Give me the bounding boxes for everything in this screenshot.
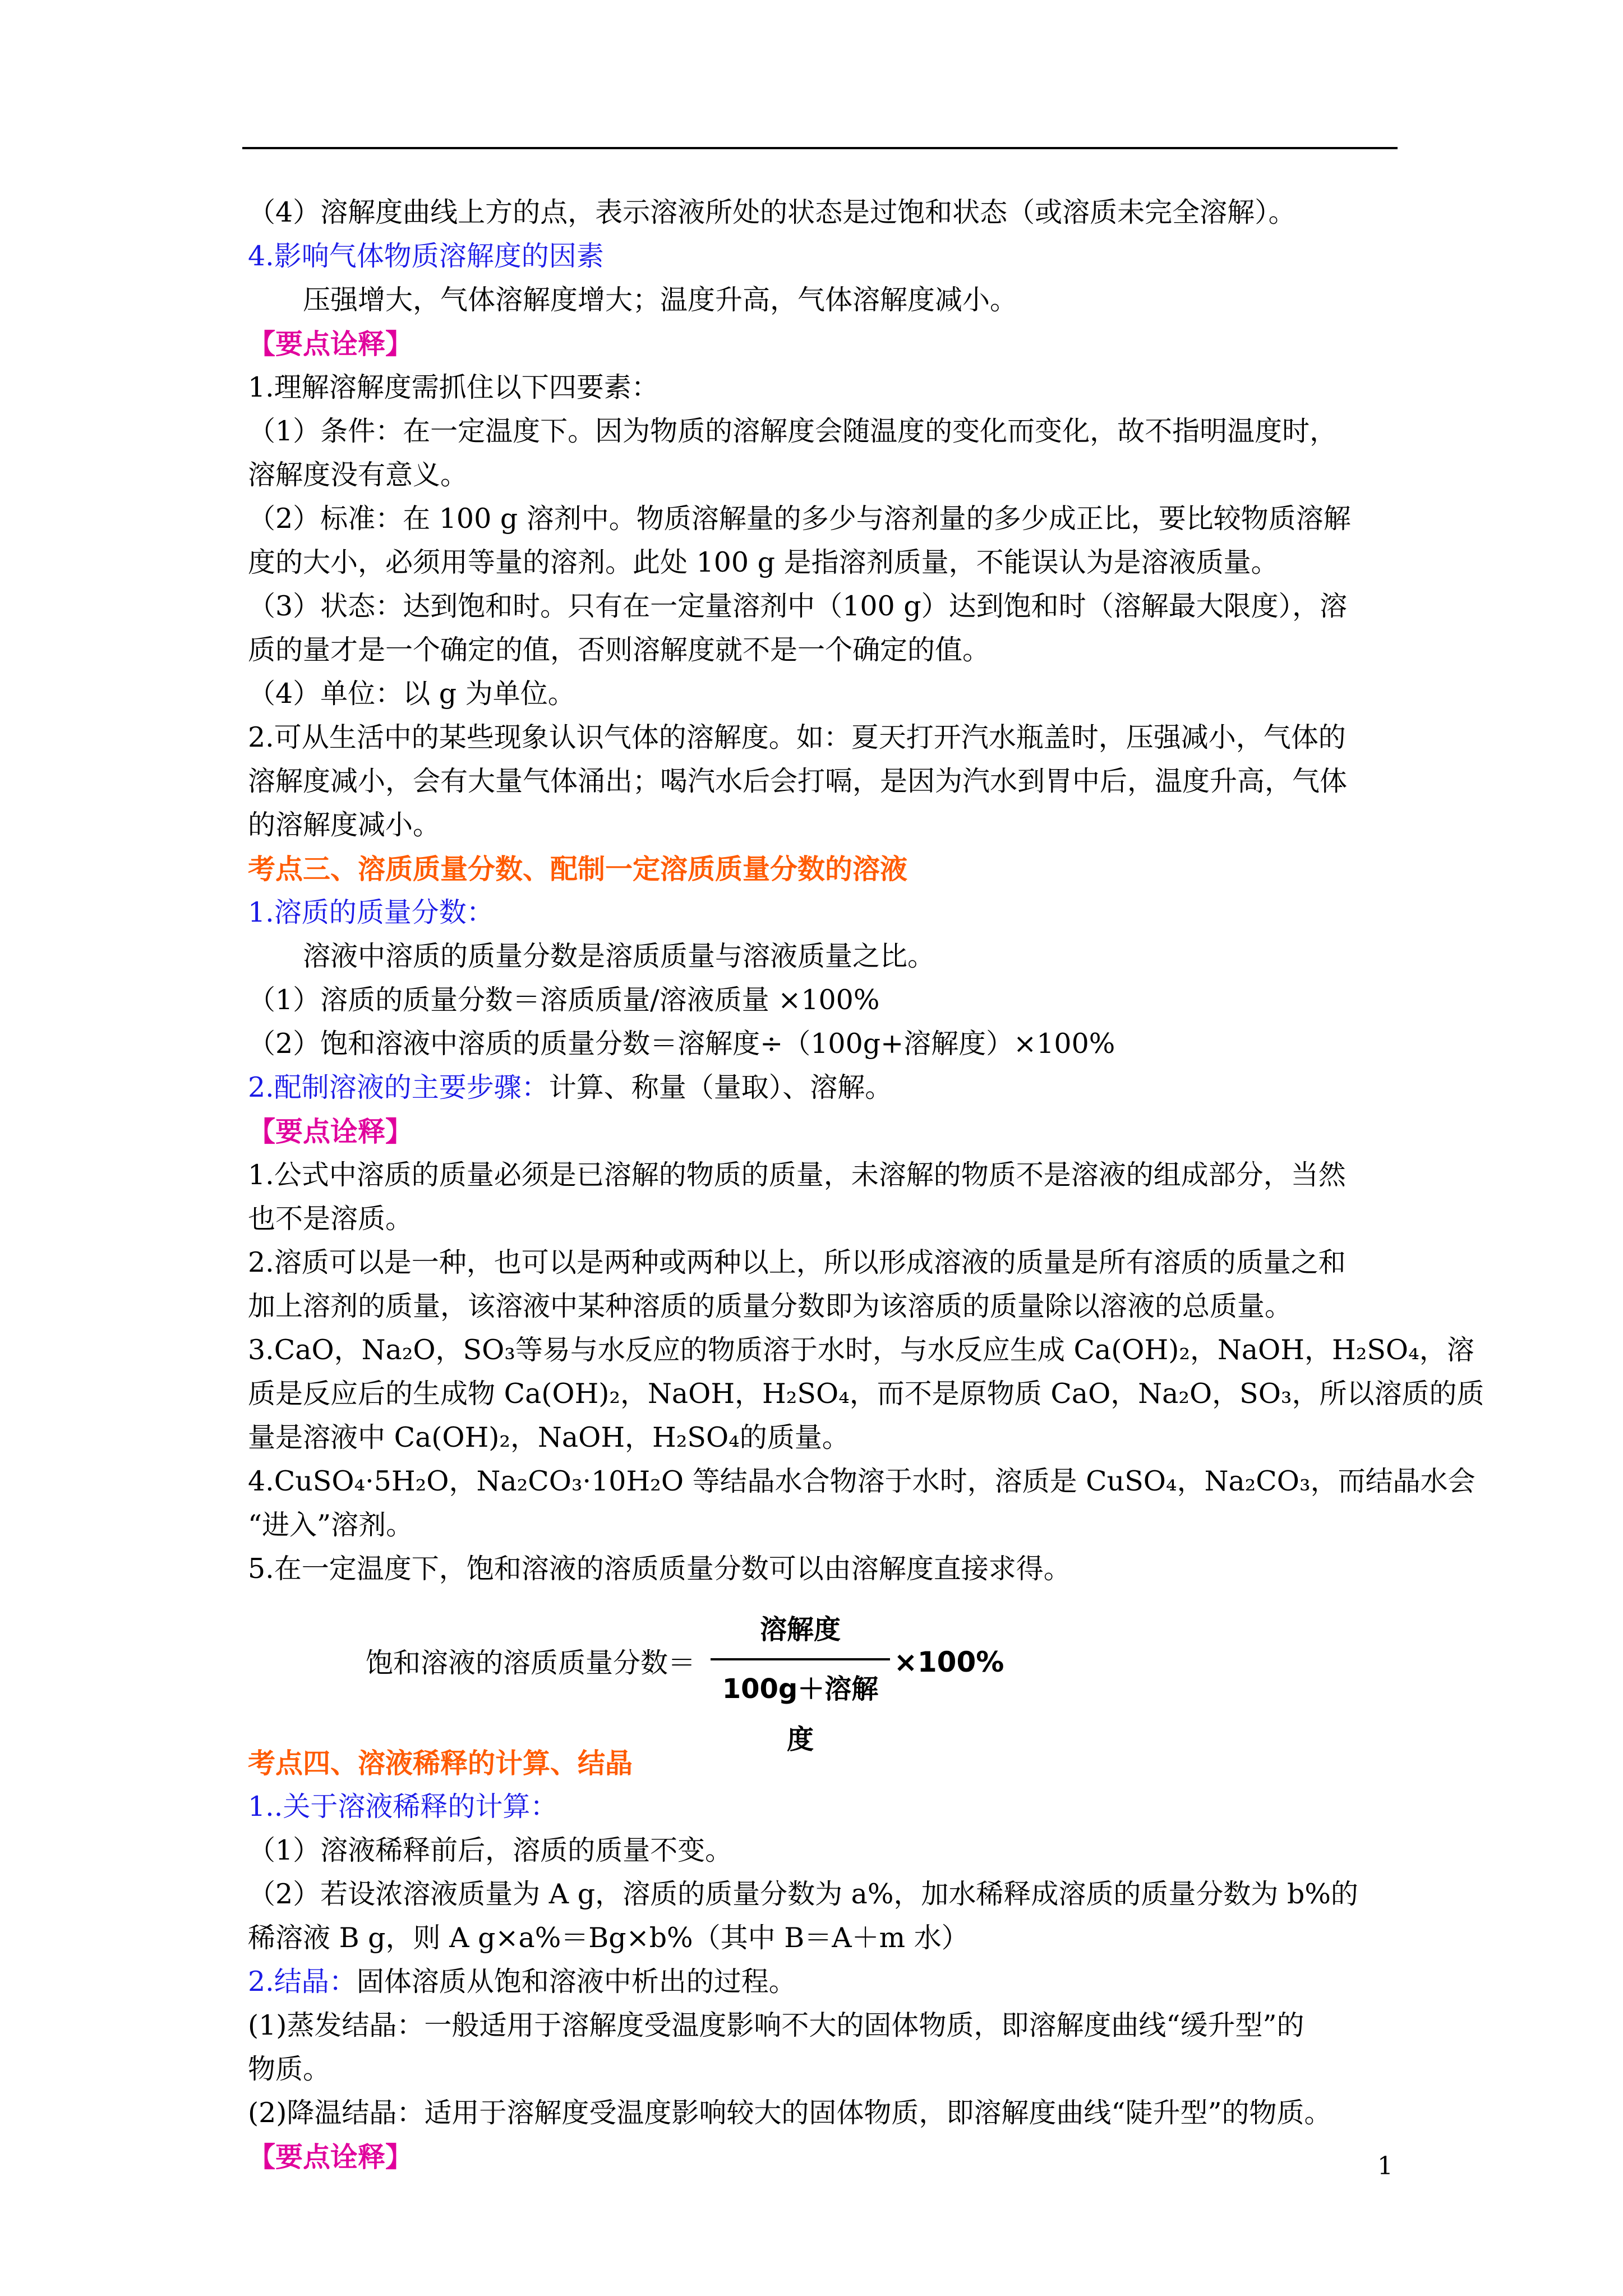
formula-numerator: 溶解度 bbox=[759, 1614, 841, 1645]
text-line: 也不是溶质。 bbox=[248, 1203, 413, 1235]
text-line: 5.在一定温度下，饱和溶液的溶质质量分数可以由溶解度直接求得。 bbox=[248, 1553, 1071, 1585]
text-line: 质的量才是一个确定的值，否则溶解度就不是一个确定的值。 bbox=[248, 634, 990, 666]
text-line: 3.CaO，Na₂O，SO₃等易与水反应的物质溶于水时，与水反应生成 Ca(OH)₂，NaOH，H₂SO₄，溶 bbox=[248, 1334, 1474, 1366]
section-heading: 2.结晶： bbox=[248, 1966, 357, 1998]
key-point-heading: 【要点诠释】 bbox=[248, 1115, 413, 1148]
text-line: 溶解度减小，会有大量气体涌出；喝汽水后会打嗝，是因为汽水到胃中后，温度升高，气体 bbox=[248, 765, 1348, 797]
text-line: 物质。 bbox=[248, 2053, 331, 2085]
text-line bbox=[248, 1066, 1403, 1110]
header-rule bbox=[242, 147, 1398, 149]
text-line: （1）溶质的质量分数＝溶质质量/溶液质量 ×100% bbox=[248, 984, 880, 1016]
text-line: （4）溶解度曲线上方的点，表示溶液所处的状态是过饱和状态（或溶质未完全溶解）。 bbox=[248, 196, 1296, 228]
text-line: （1）溶液稀释前后，溶质的质量不变。 bbox=[248, 1834, 733, 1866]
text-line: （2）饱和溶液中溶质的质量分数＝溶解度÷（100g+溶解度）×100% bbox=[248, 1028, 1115, 1060]
text-line: （2）若设浓溶液质量为 A g，溶质的质量分数为 a%，加水稀释成溶质的质量分数为 b%的 bbox=[248, 1878, 1358, 1910]
text-line: 2.溶质可以是一种，也可以是两种或两种以上，所以形成溶液的质量是所有溶质的质量之和 bbox=[248, 1246, 1346, 1278]
text-line: 溶液中溶质的质量分数是溶质质量与溶液质量之比。 bbox=[303, 940, 935, 972]
text-line: 质是反应后的生成物 Ca(OH)₂，NaOH，H₂SO₄，而不是原物质 CaO，Na₂O，SO₃，所以溶质的质 bbox=[248, 1378, 1484, 1410]
section-heading: 2.配制溶液的主要步骤： bbox=[248, 1071, 549, 1103]
mass-fraction-formula bbox=[248, 1604, 1403, 1755]
text-line: （4）单位：以 g 为单位。 bbox=[248, 678, 575, 710]
formula-left: 饱和溶液的溶质质量分数＝ bbox=[366, 1647, 696, 1679]
text-line: 加上溶剂的质量，该溶液中某种溶质的质量分数即为该溶质的质量除以溶液的总质量。 bbox=[248, 1290, 1293, 1322]
text-line: 的溶解度减小。 bbox=[248, 809, 441, 841]
document-body bbox=[248, 191, 1484, 2179]
text-line: 4.CuSO₄·5H₂O，Na₂CO₃·10H₂O 等结晶水合物溶于水时，溶质是 CuSO₄，Na₂CO₃，而结晶水会 bbox=[248, 1465, 1476, 1497]
text-line: （3）状态：达到饱和时。只有在一定量溶剂中（100 g）达到饱和时（溶解最大限度），溶 bbox=[248, 590, 1348, 622]
fraction-bar bbox=[711, 1658, 890, 1660]
key-point-heading: 【要点诠释】 bbox=[248, 328, 413, 360]
topic-heading: 考点四、溶液稀释的计算、结晶 bbox=[248, 1747, 633, 1779]
text-line: （2）标准：在 100 g 溶剂中。物质溶解量的多少与溶剂量的多少成正比，要比较物质溶解 bbox=[248, 503, 1351, 535]
formula-denominator: 100g＋溶解度 bbox=[722, 1673, 879, 1755]
formula-right: ×100% bbox=[894, 1646, 1004, 1678]
text-line: 度的大小，必须用等量的溶剂。此处 100 g 是指溶剂质量，不能误认为是溶液质量。 bbox=[248, 546, 1279, 578]
text-line: “进入”溶剂。 bbox=[248, 1509, 414, 1541]
formula-fraction bbox=[711, 1604, 890, 1755]
topic-heading: 考点三、溶质质量分数、配制一定溶质质量分数的溶液 bbox=[248, 853, 908, 885]
text-line: 量是溶液中 Ca(OH)₂，NaOH，H₂SO₄的质量。 bbox=[248, 1421, 850, 1453]
key-point-heading: 【要点诠释】 bbox=[248, 2141, 413, 2173]
text-span: 固体溶质从饱和溶液中析出的过程。 bbox=[356, 1966, 796, 1998]
text-line: 1.理解溶解度需抓住以下四要素： bbox=[248, 371, 659, 403]
text-line: (2)降温结晶：适用于溶解度受温度影响较大的固体物质，即溶解度曲线“陡升型”的物质。 bbox=[248, 2097, 1332, 2129]
text-line: 溶解度没有意义。 bbox=[248, 459, 468, 491]
text-span: 计算、称量（量取）、溶解。 bbox=[548, 1071, 893, 1103]
text-line: 2.可从生活中的某些现象认识气体的溶解度。如：夏天打开汽水瓶盖时，压强减小，气体的 bbox=[248, 721, 1346, 753]
text-line: 1.公式中溶质的质量必须是已溶解的物质的质量，未溶解的物质不是溶液的组成部分，当然 bbox=[248, 1159, 1346, 1191]
section-heading: 1.溶质的质量分数： bbox=[248, 896, 494, 928]
text-line: 稀溶液 B g，则 A g×a%＝Bg×b%（其中 B＝A＋m 水） bbox=[248, 1922, 969, 1954]
text-line: (1)蒸发结晶：一般适用于溶解度受温度影响不大的固体物质，即溶解度曲线“缓升型”的 bbox=[248, 2009, 1304, 2041]
text-line: （1）条件：在一定温度下。因为物质的溶解度会随温度的变化而变化，故不指明温度时， bbox=[248, 415, 1338, 447]
page-number: 1 bbox=[1377, 2152, 1393, 2180]
section-heading: 1..关于溶液稀释的计算： bbox=[248, 1791, 558, 1823]
section-heading: 4.影响气体物质溶解度的因素 bbox=[248, 240, 604, 272]
text-line bbox=[248, 1960, 1403, 2004]
text-line: 压强增大，气体溶解度增大；温度升高，气体溶解度减小。 bbox=[303, 284, 1018, 316]
